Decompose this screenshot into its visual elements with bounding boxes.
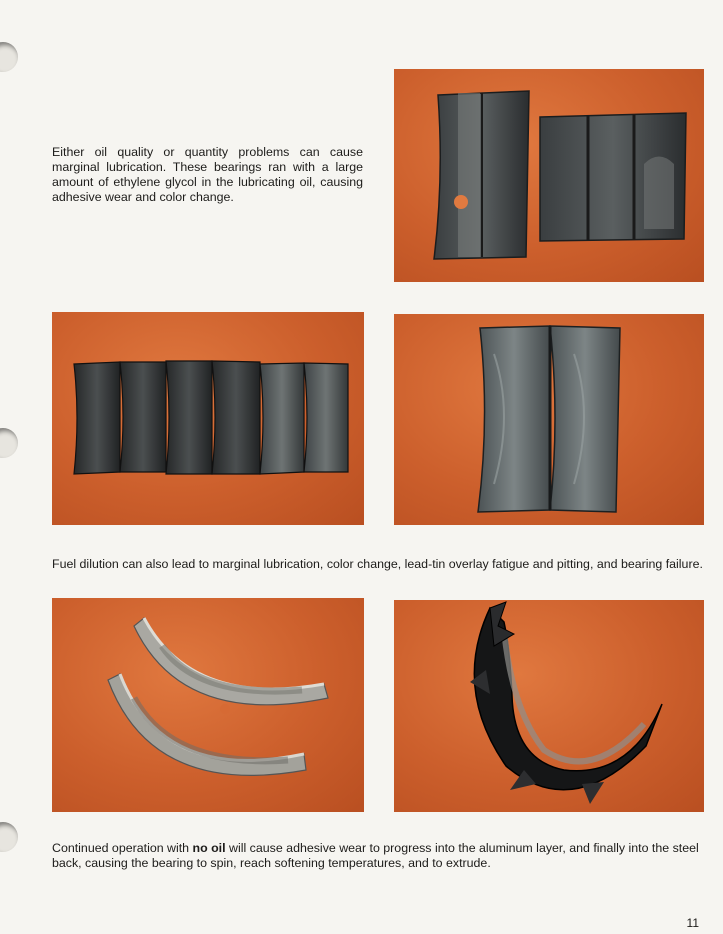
caption-glycol-contamination: Either oil quality or quantity problems can cause marginal lubrication. These bearings ran with a large amount of ethylene glycol in the lubricating oil, causing adhesive wear and color change. — [52, 145, 363, 204]
binder-hole-top — [0, 42, 18, 72]
photo-glycol-bearings — [394, 69, 704, 282]
photo-fuel-dilution-pair — [394, 314, 704, 525]
binder-hole-middle — [0, 428, 18, 458]
photo-fuel-dilution-shells — [52, 312, 364, 525]
caption-no-oil-lead: Continued operation with — [52, 841, 193, 855]
caption-no-oil-rest: will cause adhesive wear to progress into the aluminum layer, and finally into the steel back, causing the bearing to spin, reach softening temperatures, and to extrude. — [52, 841, 699, 870]
photo-no-oil-silver-shells — [52, 598, 364, 812]
caption-fuel-dilution: Fuel dilution can also lead to marginal lubrication, color change, lead-tin overlay fatigue and pitting, and bearing failure. — [52, 557, 703, 571]
page-number: 11 — [686, 916, 699, 930]
caption-no-oil-emphasis: no oil — [192, 841, 226, 855]
binder-hole-bottom — [0, 822, 18, 852]
photo-no-oil-extruded-bearing — [394, 600, 704, 812]
caption-no-oil — [52, 841, 712, 871]
